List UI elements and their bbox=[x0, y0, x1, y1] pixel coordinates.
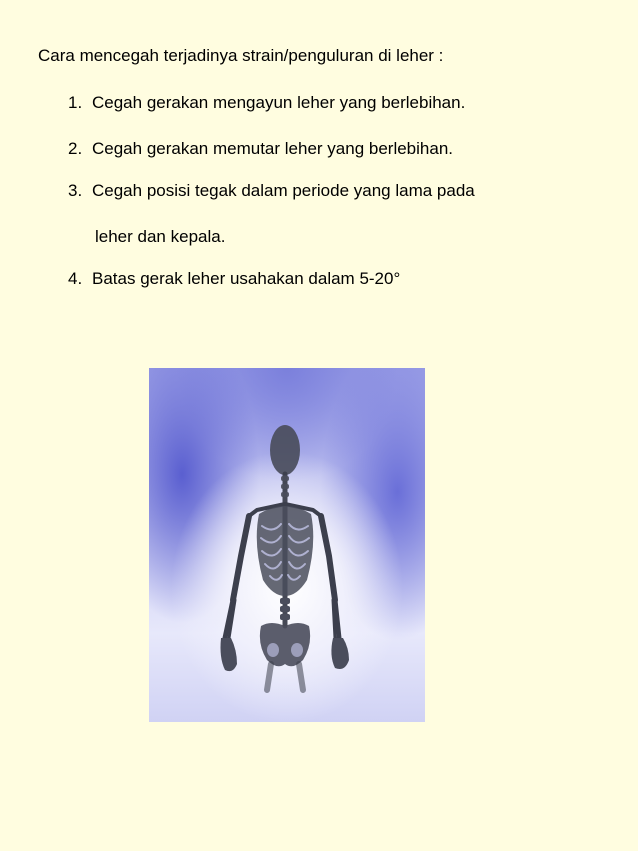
skeleton-illustration-icon bbox=[149, 368, 425, 722]
list-item-continuation: leher dan kepala. bbox=[95, 227, 226, 246]
skeleton-figure bbox=[149, 368, 425, 722]
list-item-text: Batas gerak leher usahakan dalam 5-20° bbox=[92, 269, 401, 288]
list-item-number: 2. bbox=[68, 139, 83, 158]
list-item-text: Cegah posisi tegak dalam periode yang lama pada bbox=[92, 181, 475, 200]
list-item bbox=[68, 269, 400, 289]
list-item bbox=[68, 139, 453, 159]
document-heading: Cara mencegah terjadinya strain/penguluran di leher : bbox=[38, 46, 444, 65]
list-item bbox=[68, 93, 465, 113]
list-item bbox=[68, 181, 475, 201]
list-item-text: Cegah gerakan mengayun leher yang berlebihan. bbox=[92, 93, 466, 112]
list-item-number: 1. bbox=[68, 93, 83, 112]
list-item-number: 4. bbox=[68, 269, 83, 288]
list-item-number: 3. bbox=[68, 181, 83, 200]
list-item-text: Cegah gerakan memutar leher yang berlebihan. bbox=[92, 139, 454, 158]
